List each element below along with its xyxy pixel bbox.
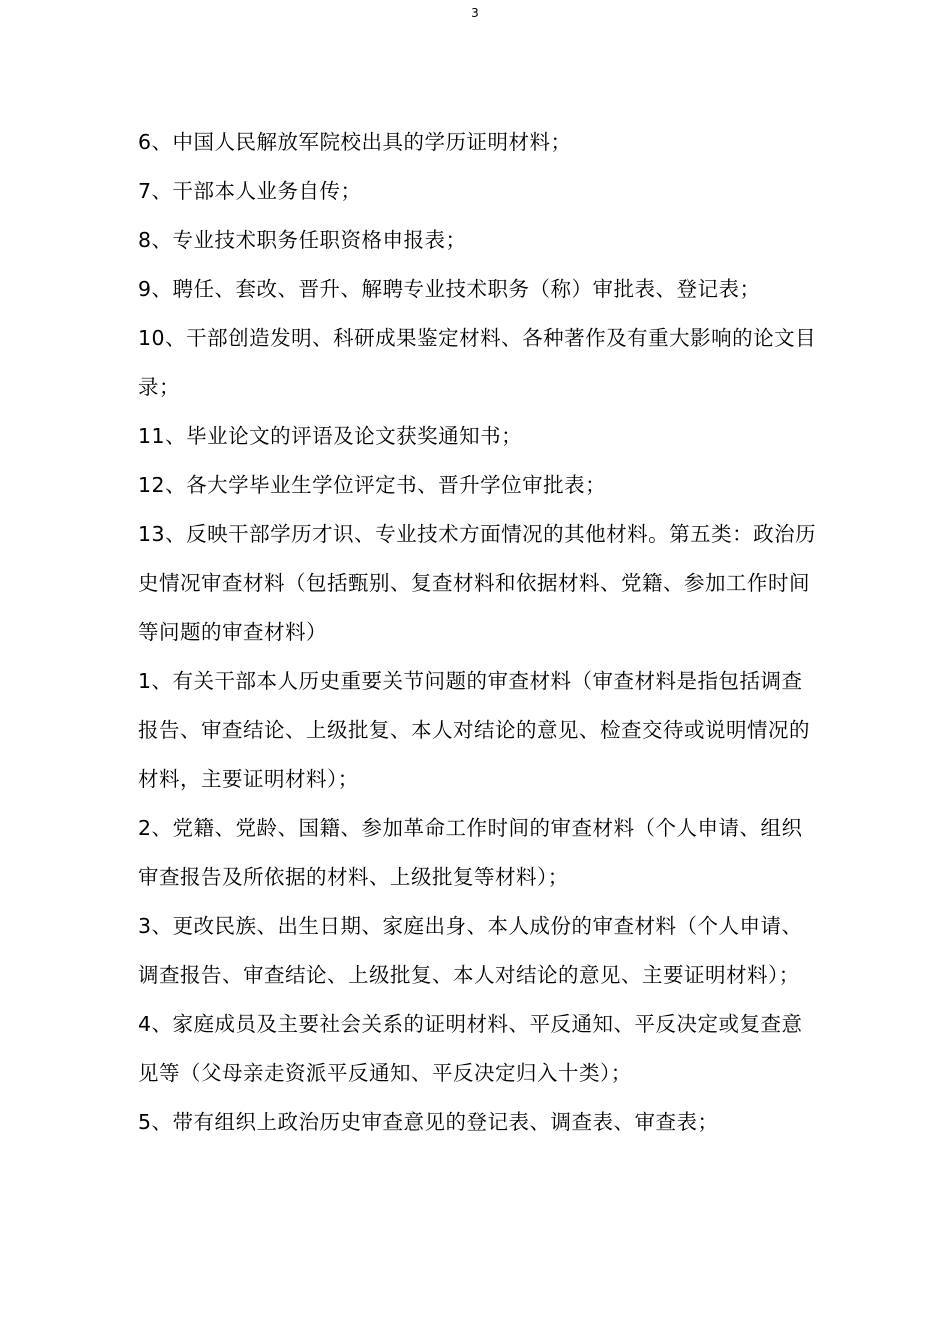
paragraph-cat5-item-2: 2、党籍、党龄、国籍、参加革命工作时间的审查材料（个人申请、组织审查报告及所依据的材料、上级批复等材料）； [138,816,803,889]
paragraph-cat5-item-3: 3、更改民族、出生日期、家庭出身、本人成份的审查材料（个人申请、调查报告、审查结论、上级批复、本人对结论的意见、主要证明材料）； [138,914,803,987]
paragraph-item-7: 7、干部本人业务自传； [138,179,362,203]
document-body [138,118,818,1147]
paragraph-item-10: 10、干部创造发明、科研成果鉴定材料、各种著作及有重大影响的论文目录； [138,326,817,399]
paragraph-cat5-item-1: 1、有关干部本人历史重要关节问题的审查材料（审查材料是指包括调查报告、审查结论、上级批复、本人对结论的意见、检查交待或说明情况的材料，主要证明材料）； [138,669,810,791]
paragraph-cat5-item-5: 5、带有组织上政治历史审查意见的登记表、调查表、审查表； [138,1110,719,1134]
paragraph-item-8: 8、专业技术职务任职资格申报表； [138,228,467,252]
paragraph-cat5-item-4: 4、家庭成员及主要社会关系的证明材料、平反通知、平反决定或复查意见等（父母亲走资派平反通知、平反决定归入十类）； [138,1012,803,1085]
page-number: 3 [471,6,479,20]
paragraph-item-9: 9、聘任、套改、晋升、解聘专业技术职务（称）审批表、登记表； [138,277,761,301]
paragraph-item-12: 12、各大学毕业生学位评定书、晋升学位审批表； [138,473,607,497]
paragraph-item-11: 11、毕业论文的评语及论文获奖通知书； [138,424,523,448]
paragraph-item-6: 6、中国人民解放军院校出具的学历证明材料； [138,130,572,154]
paragraph-item-13-category-five: 13、反映干部学历才识、专业技术方面情况的其他材料。第五类：政治历史情况审查材料（包括甄别、复查材料和依据材料、党籍、参加工作时间等问题的审查材料） [138,522,817,644]
